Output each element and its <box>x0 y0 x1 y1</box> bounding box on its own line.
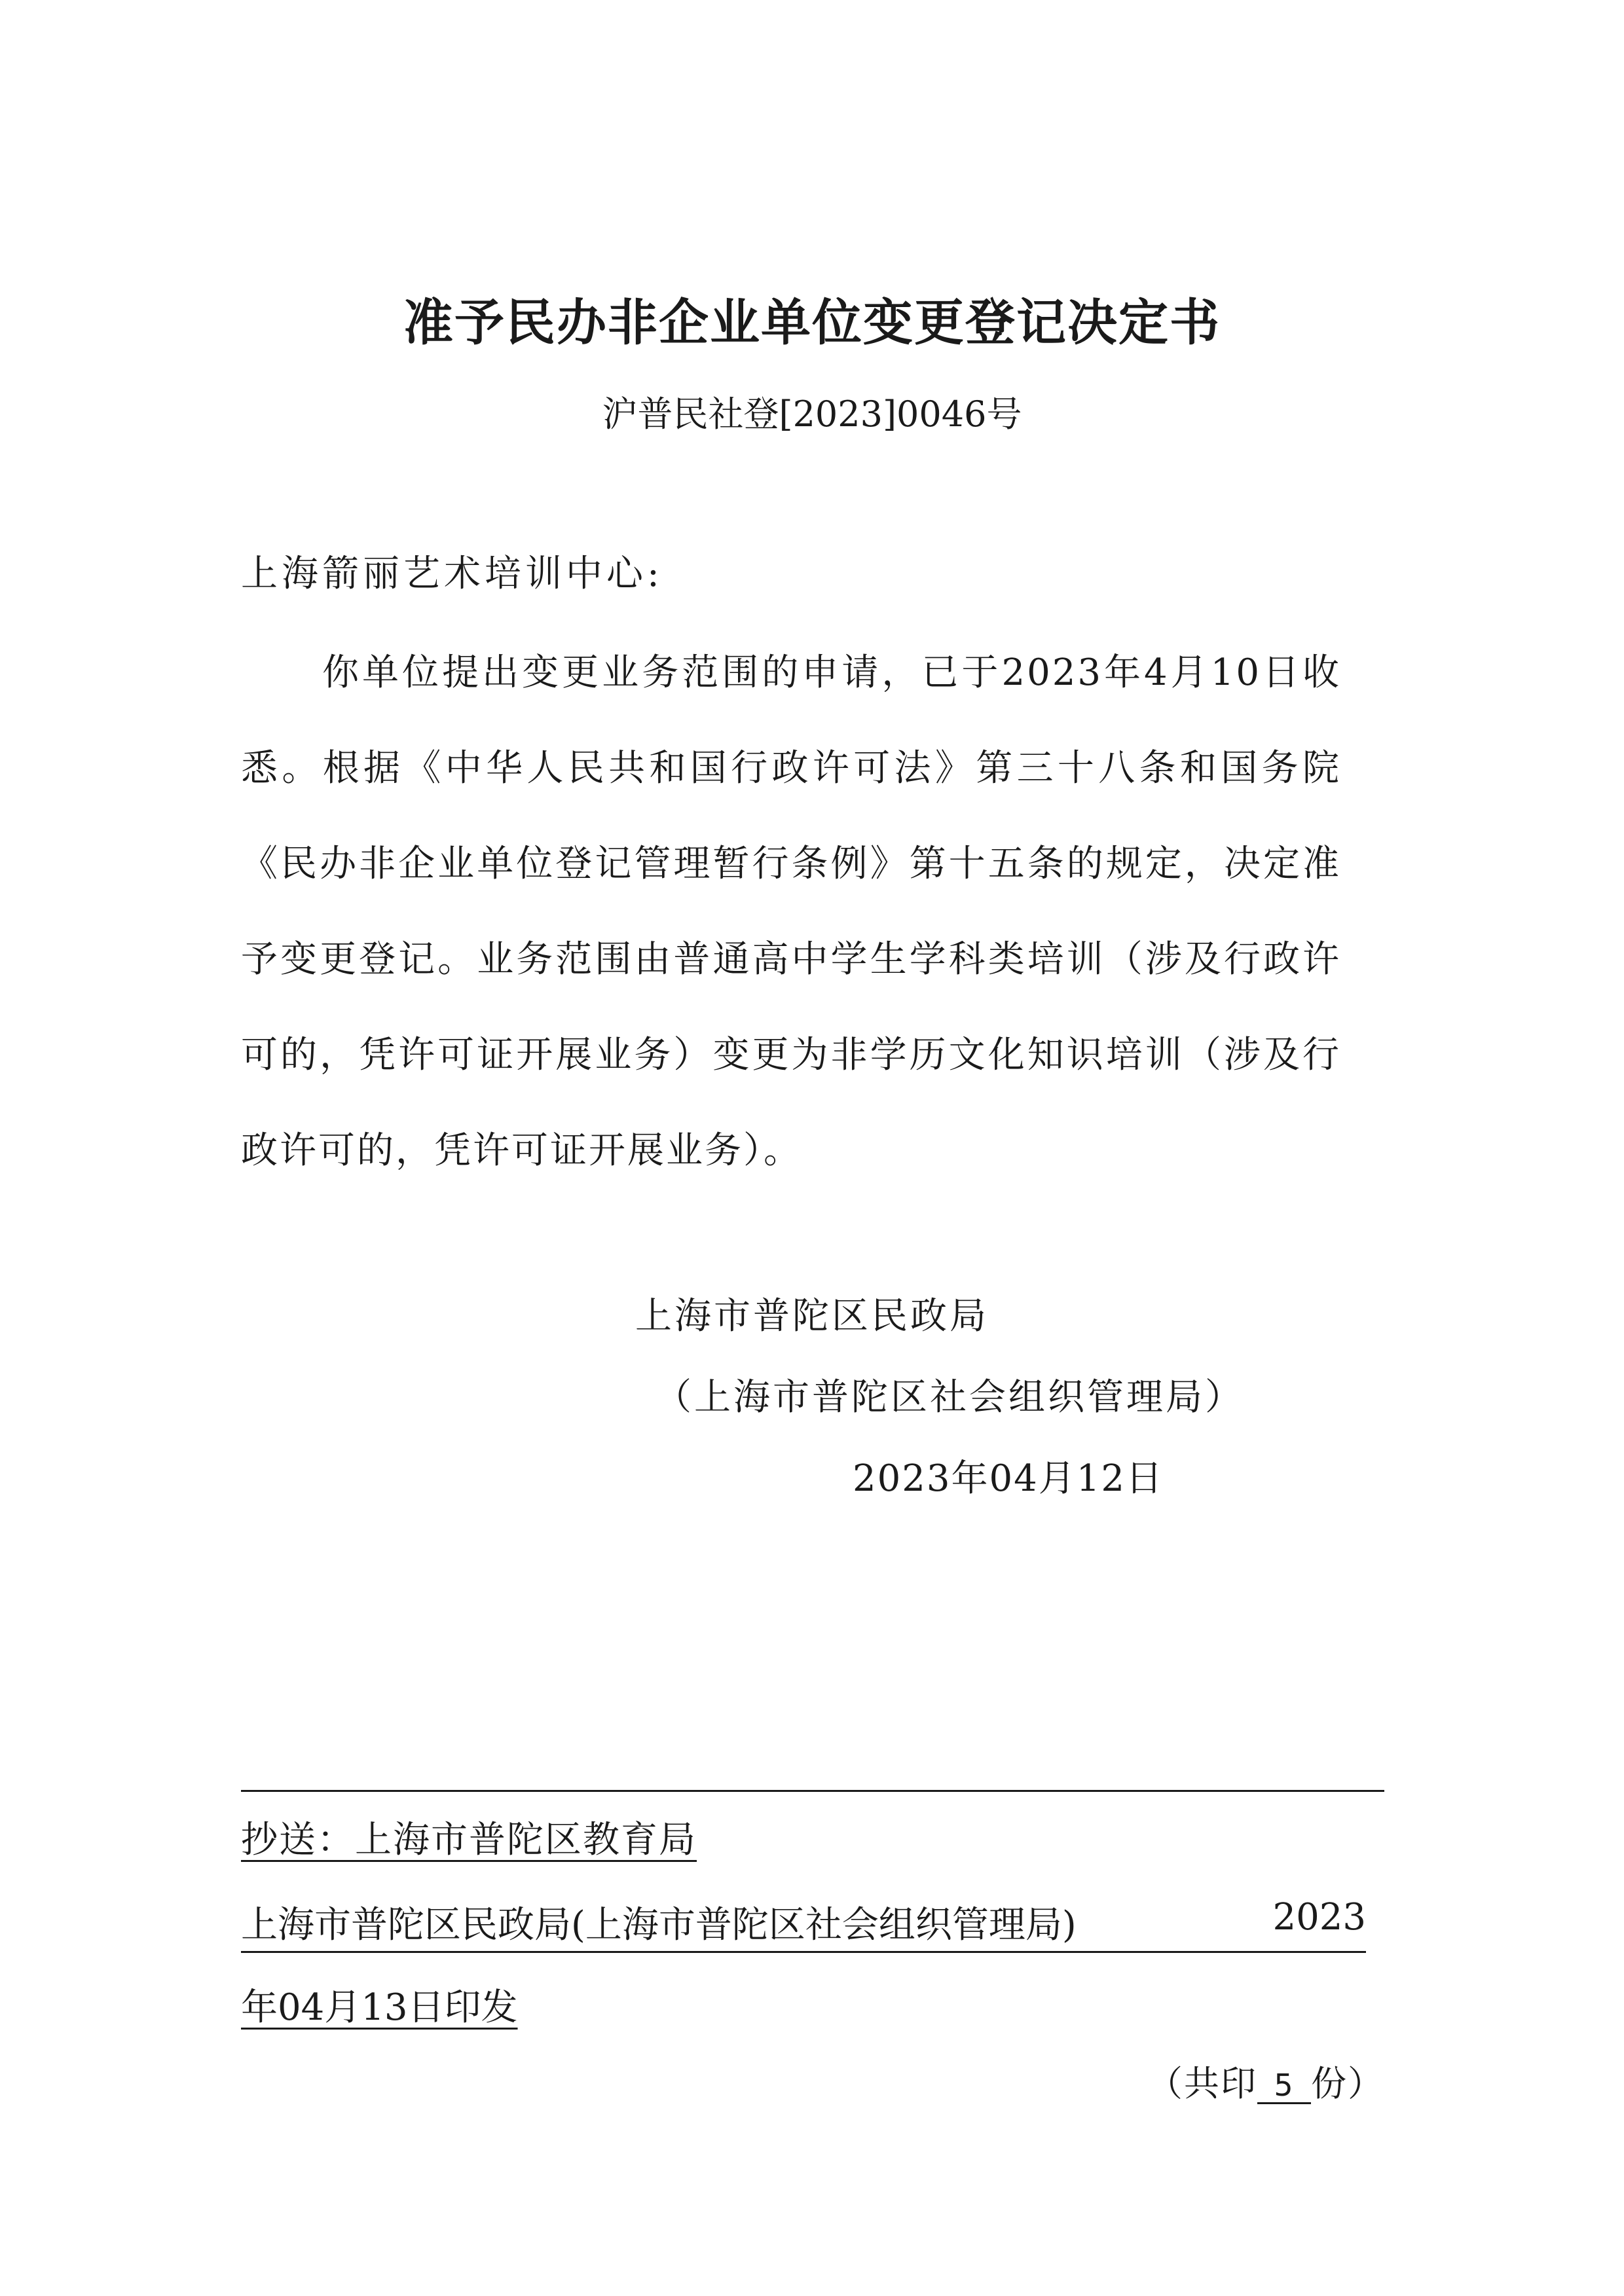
printer-name: 上海市普陀区民政局(上海市普陀区社会组织管理局) <box>241 1904 1077 1946</box>
cc-line <box>241 1811 697 1863</box>
print-date-line <box>241 1978 518 2031</box>
copies-prefix: （共印 <box>1147 2063 1257 2104</box>
document-number: 沪普民社登[2023]0046号 <box>602 393 1022 435</box>
copies-count-line <box>1147 2056 1384 2106</box>
copies-suffix: 份） <box>1311 2063 1384 2104</box>
copies-count: 5 <box>1257 2068 1311 2104</box>
issuer-name: 上海市普陀区民政局 <box>635 1295 989 1338</box>
print-date-rest: 年04月13日印发 <box>241 1986 518 2029</box>
body-paragraph: 你单位提出变更业务范围的申请，已于2023年4月10日收悉。根据《中华人民共和国行政许可法》第三十八条和国务院《民办非企业单位登记管理暂行条例》第十五条的规定，决定准予变更登记。业务范围由普通高中学生学科类培训（涉及行政许可的，凭许可证开展业务）变更为非学历文化知识培训（涉及行政许可的，凭许可证开展业务）。 <box>241 651 1341 1172</box>
footer-divider <box>241 1790 1384 1792</box>
print-line <box>241 1896 1366 1953</box>
issuer-alias: （上海市普陀区社会组织管理局） <box>655 1376 1244 1419</box>
document-title: 准予民办非企业单位变更登记决定书 <box>403 293 1221 352</box>
sign-date: 2023年04月12日 <box>853 1457 1164 1500</box>
cc-text: 抄送：上海市普陀区教育局 <box>241 1819 697 1861</box>
print-date-year: 2023 <box>1272 1896 1366 1939</box>
recipient: 上海箭丽艺术培训中心: <box>241 553 663 595</box>
